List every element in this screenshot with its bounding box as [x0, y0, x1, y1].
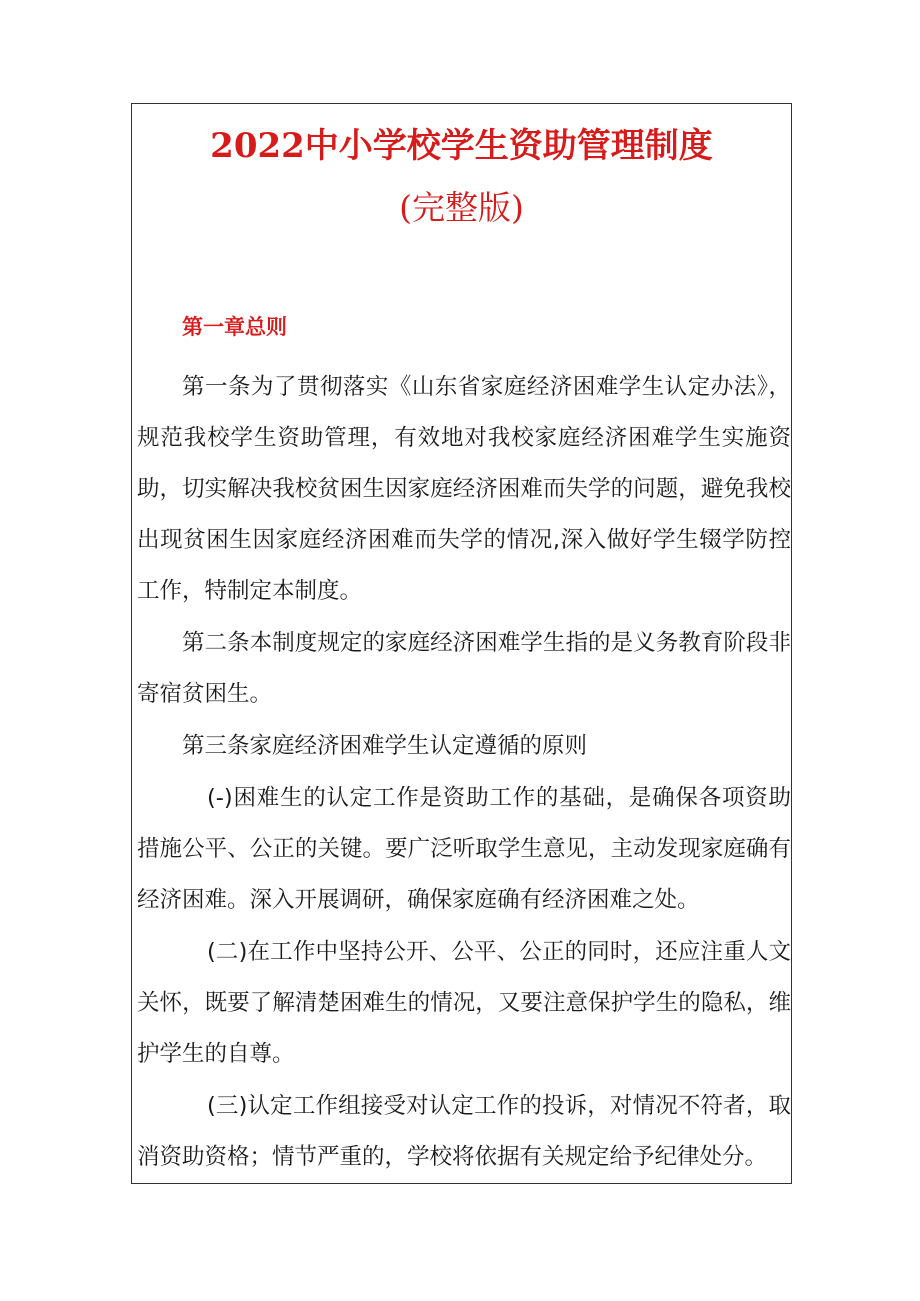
paragraph-principle-2: (二)在工作中坚持公开、公平、公正的同时，还应注重人文关怀，既要了解清楚困难生的情况，又要注意保护学生的隐私，维护学生的自尊。 [137, 939, 791, 1067]
document-subtitle: (完整版) [399, 188, 524, 227]
paragraph-article-2: 第二条本制度规定的家庭经济困难学生指的是义务教育阶段非寄宿贫困生。 [137, 630, 791, 707]
paragraph-article-3: 第三条家庭经济困难学生认定遵循的原则 [182, 733, 588, 759]
chapter-heading: 第一章总则 [182, 315, 287, 339]
document-page [131, 103, 792, 1184]
paragraph-principle-1: (-)困难生的认定工作是资助工作的基础，是确保各项资助措施公平、公正的关键。要广泛听取学生意见，主动发现家庭确有经济困难。深入开展调研，确保家庭确有经济困难之处。 [137, 785, 791, 913]
document-title: 2022中小学校学生资助管理制度 [210, 126, 713, 166]
paragraph-principle-3: (三)认定工作组接受对认定工作的投诉，对情况不符者，取消资助资格；情节严重的，学校将依据有关规定给予纪律处分。 [137, 1093, 791, 1170]
paragraph-article-1: 第一条为了贯彻落实《山东省家庭经济困难学生认定办法》，规范我校学生资助管理，有效地对我校家庭经济困难学生实施资助，切实解决我校贫困生因家庭经济困难而失学的问题，避免我校出现贫困生因家庭经济困难而失学的情况,深入做好学生辍学防控工作，特制定本制度。 [137, 374, 791, 604]
